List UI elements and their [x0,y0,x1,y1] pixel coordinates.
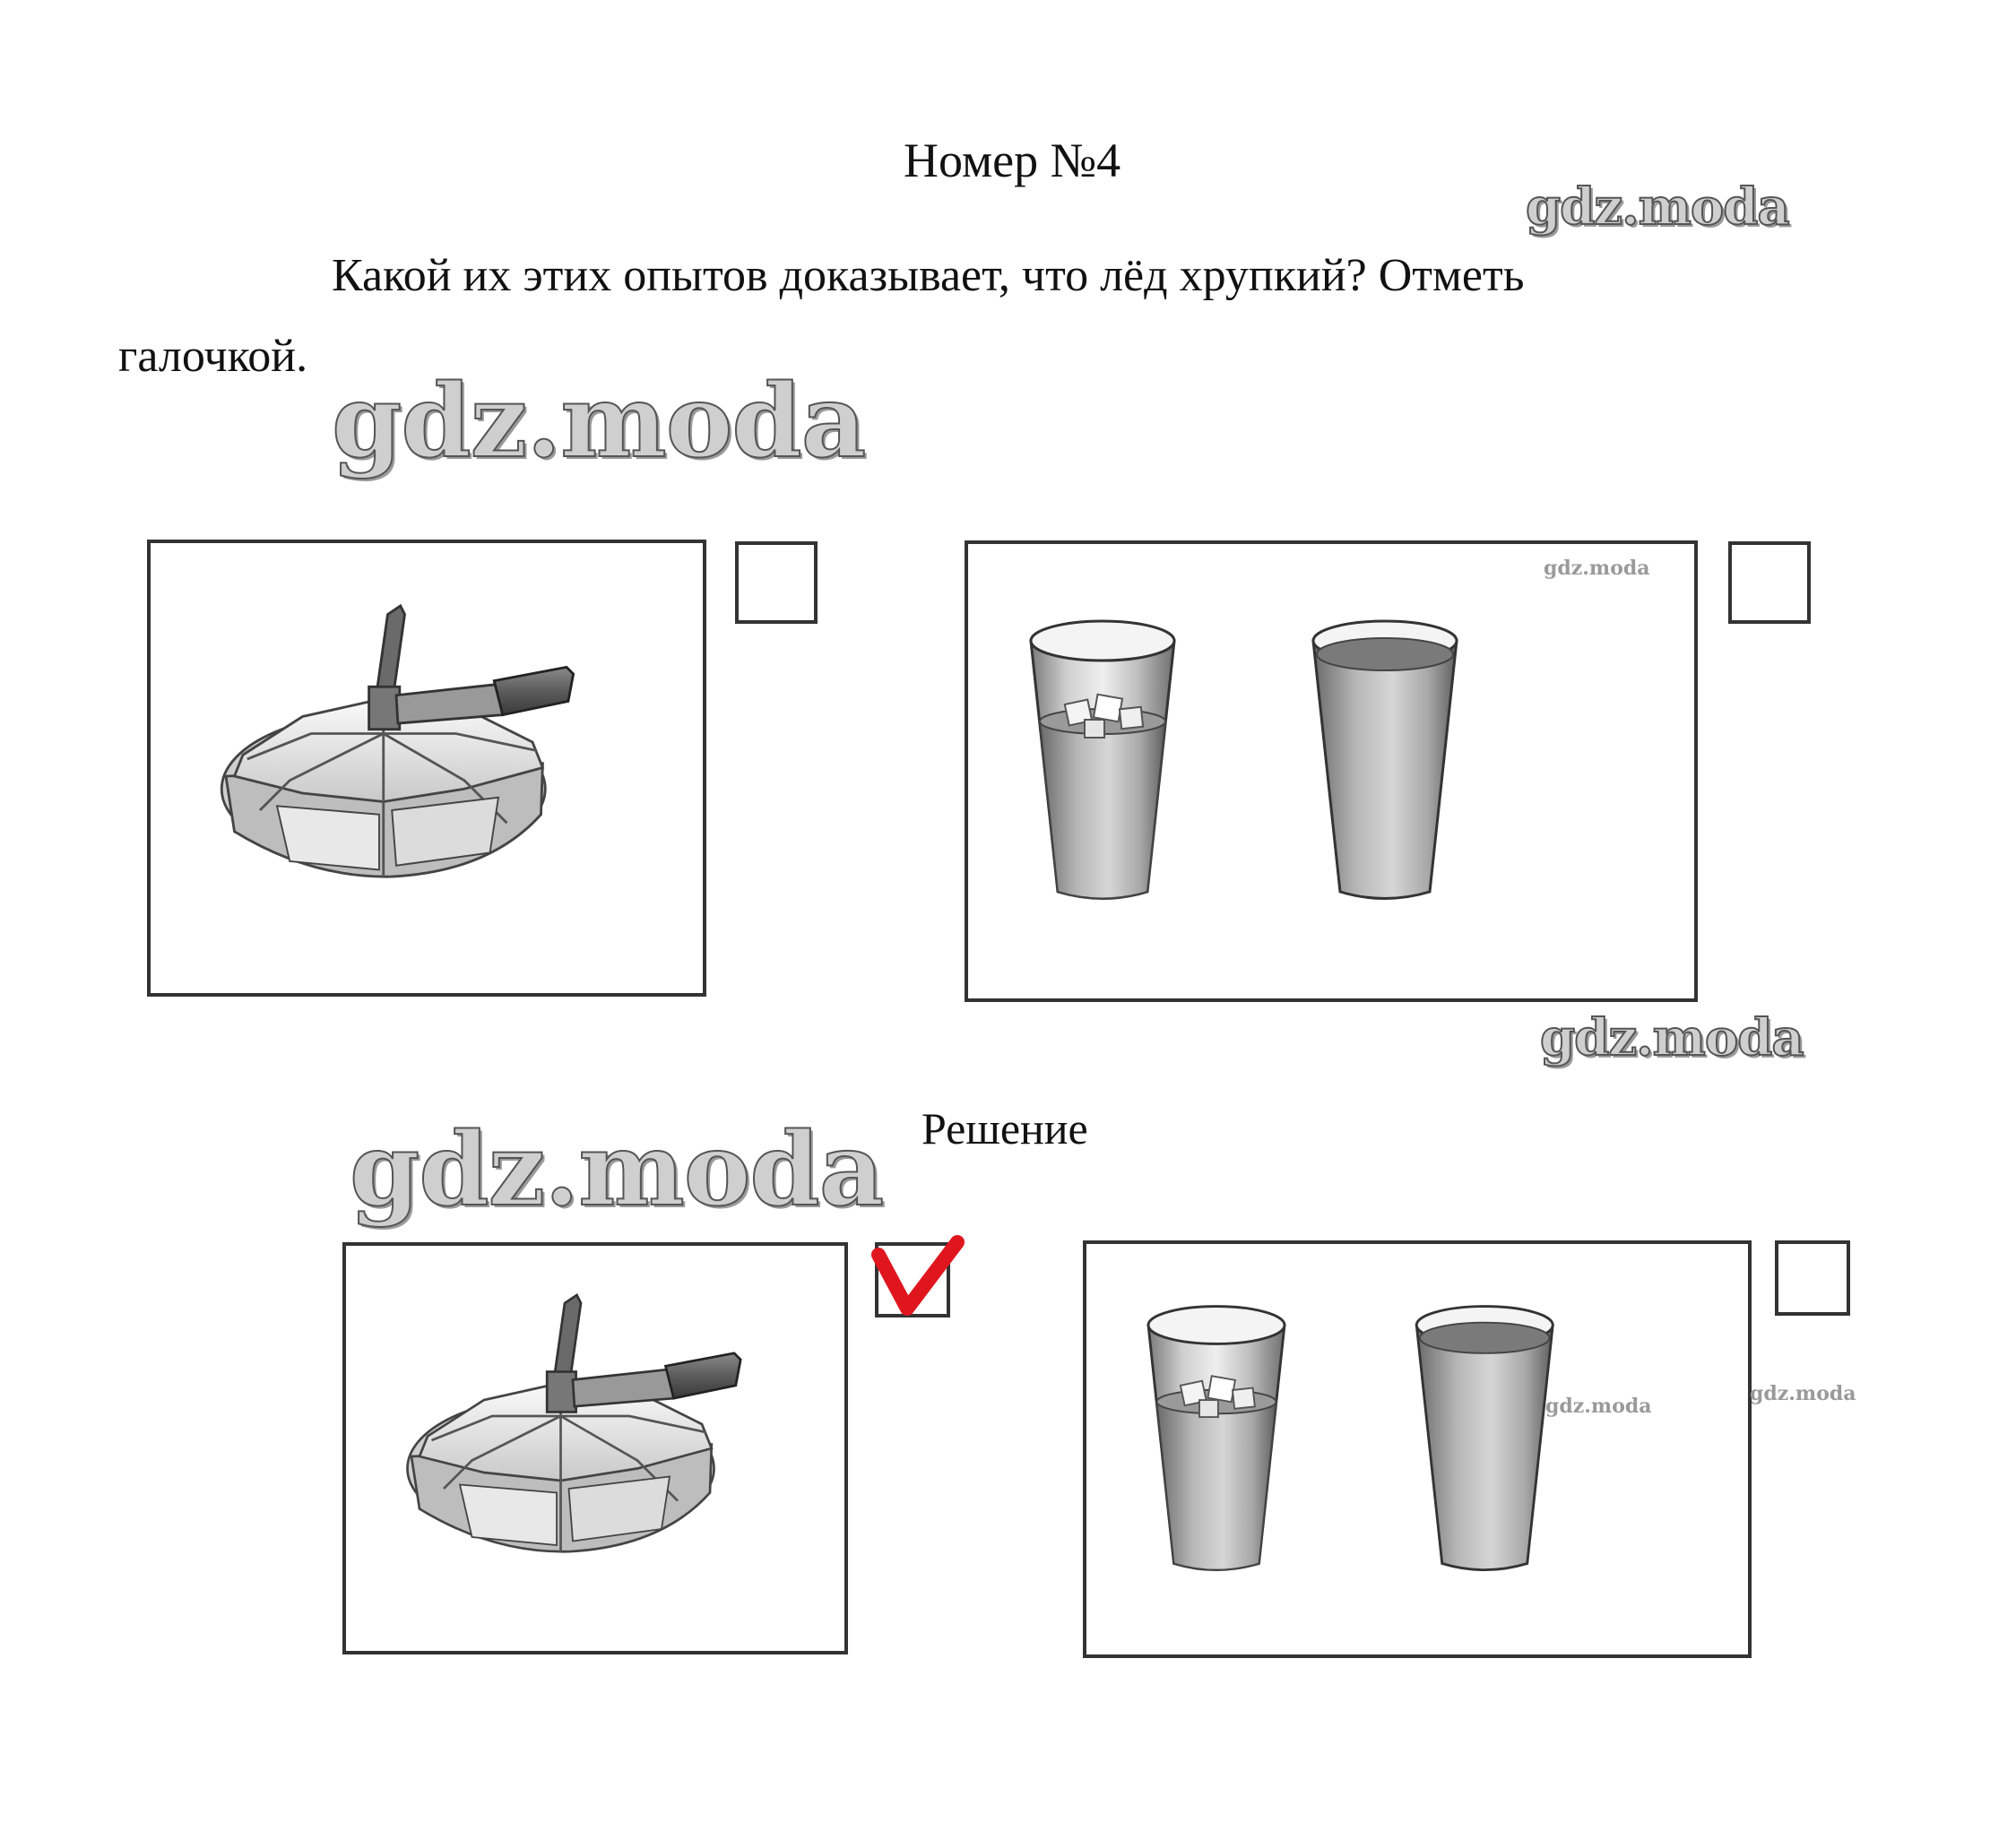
ice-axe-illustration [151,543,710,1000]
watermark-logo: gdz.moda [1544,557,1650,580]
watermark-logo: gdz.moda [1540,1008,1804,1067]
solution-picture-glasses [1083,1240,1752,1658]
solution-picture-ice-axe [342,1242,848,1654]
ice-axe-illustration [346,1246,852,1658]
task-checkbox-option-2[interactable] [1728,541,1811,624]
watermark-logo: gdz.moda [1526,177,1789,237]
solution-checkbox-option-1-checked[interactable] [875,1242,950,1317]
watermark-logo: gdz.moda [350,1111,884,1229]
question-line-1: Какой их этих опытов доказывает, что лёд хрупкий? Отметь [332,250,1525,301]
task-number-title: Номер №4 [904,134,1121,187]
solution-checkbox-option-2[interactable] [1775,1240,1850,1316]
solution-label: Решение [921,1103,1088,1153]
glasses-illustration [1086,1244,1755,1662]
task-picture-ice-axe [147,540,706,997]
glasses-illustration [968,544,1701,1006]
task-checkbox-option-1[interactable] [735,541,818,624]
checkmark-icon [871,1235,979,1325]
watermark-logo: gdz.moda [1750,1382,1856,1405]
watermark-logo: gdz.moda [1545,1395,1652,1418]
task-picture-glasses [965,540,1698,1002]
question-line-2: галочкой. [118,331,308,382]
watermark-logo: gdz.moda [332,363,866,480]
